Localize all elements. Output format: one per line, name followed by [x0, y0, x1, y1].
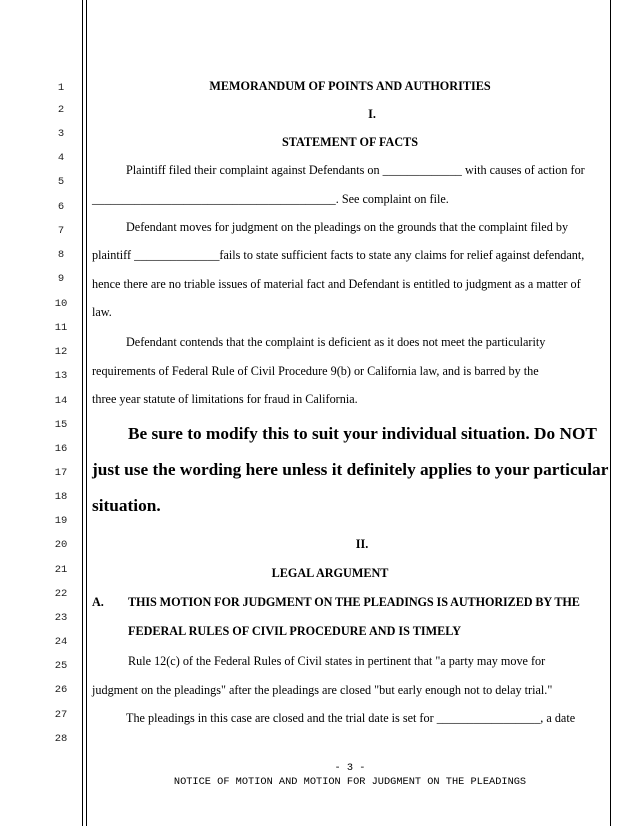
line-number: 22: [54, 588, 68, 600]
line-number: 26: [54, 684, 68, 696]
plaintiff-name-blank: ______________: [134, 248, 220, 262]
paragraph-3-line-2: requirements of Federal Rule of Civil Procedure 9(b) or California law, and is barred by the: [92, 364, 539, 378]
paragraph-2-line-2: [92, 248, 584, 262]
line-number: 15: [54, 419, 68, 431]
line-number: 10: [54, 298, 68, 310]
paragraph-4-line-2: judgment on the pleadings" after the pleadings are closed "but early enough not to delay trial.": [92, 683, 553, 697]
trial-date-blank: _________________: [436, 711, 541, 725]
right-margin-rule: [610, 0, 611, 826]
paragraph-3-line-3: three year statute of limitations for fraud in California.: [92, 392, 358, 406]
line-number: 16: [54, 443, 68, 455]
subsection-a-line-2: FEDERAL RULES OF CIVIL PROCEDURE AND IS TIMELY: [128, 624, 462, 638]
line-number: 24: [54, 636, 68, 648]
section-two-numeral: II.: [355, 537, 369, 551]
paragraph-3-line-1: Defendant contends that the complaint is deficient as it does not meet the particularity: [126, 335, 546, 349]
line-number: 13: [54, 370, 68, 382]
line-number: 9: [57, 273, 65, 285]
section-two-title: LEGAL ARGUMENT: [271, 566, 389, 580]
section-one-numeral: I.: [368, 107, 376, 121]
line-number: 21: [54, 564, 68, 576]
notice-line-2: just use the wording here unless it definitely applies to your particular: [92, 460, 609, 479]
left-margin-rule-1: [82, 0, 83, 826]
line-number: 19: [54, 515, 68, 527]
subsection-a-line-1: THIS MOTION FOR JUDGMENT ON THE PLEADINGS IS AUTHORIZED BY THE: [128, 595, 580, 609]
line-number: 23: [54, 612, 68, 624]
line-number: 6: [57, 201, 65, 213]
subsection-a-label: A.: [92, 595, 104, 609]
memorandum-heading: MEMORANDUM OF POINTS AND AUTHORITIES: [209, 79, 491, 93]
line-number: 18: [54, 491, 68, 503]
line-number: 25: [54, 660, 68, 672]
paragraph-2-line-3: hence there are no triable issues of material fact and Defendant is entitled to judgment as a matter of: [92, 277, 581, 291]
footer-page-number: - 3 -: [334, 762, 366, 774]
line-number: 11: [54, 322, 68, 334]
causes-of-action-blank: ________________________________________: [92, 192, 336, 206]
paragraph-2-line-4: law.: [92, 305, 112, 319]
notice-line-3: situation.: [92, 496, 161, 515]
paragraph-1-line-2: [92, 192, 449, 206]
paragraph-2-line-1: Defendant moves for judgment on the pleadings on the grounds that the complaint filed by: [126, 220, 569, 234]
p1-text-b: with causes of action for: [464, 163, 585, 177]
left-margin-rule-2: [86, 0, 87, 826]
line-number: 2: [57, 104, 65, 116]
notice-line-1: Be sure to modify this to suit your individual situation. Do NOT: [128, 424, 597, 443]
p5-text-a: The pleadings in this case are closed and the trial date is set for: [126, 711, 434, 725]
p2-text-b: fails to state sufficient facts to state any claims for relief against defendant,: [219, 248, 585, 262]
paragraph-5-line-1: [126, 711, 575, 725]
line-number: 28: [54, 733, 68, 745]
filing-date-blank: _____________: [382, 163, 462, 177]
line-number: 12: [54, 346, 68, 358]
line-number: 1: [57, 82, 65, 94]
line-number: 3: [57, 128, 65, 140]
line-number: 7: [57, 225, 65, 237]
line-number: 5: [57, 176, 65, 188]
p1-text-c: . See complaint on file.: [335, 192, 449, 206]
line-number: 4: [57, 152, 65, 164]
p2-text-a: plaintiff: [92, 248, 132, 262]
line-number: 27: [54, 709, 68, 721]
paragraph-4-line-1: Rule 12(c) of the Federal Rules of Civil states in pertinent that "a party may move for: [128, 654, 546, 668]
line-number: 17: [54, 467, 68, 479]
section-one-title: STATEMENT OF FACTS: [281, 135, 419, 149]
paragraph-1-line-1: [126, 163, 585, 177]
line-number: 14: [54, 395, 68, 407]
line-number: 8: [57, 249, 65, 261]
footer-title: NOTICE OF MOTION AND MOTION FOR JUDGMENT ON THE PLEADINGS: [173, 776, 527, 788]
p1-text-a: Plaintiff filed their complaint against Defendants on: [126, 163, 380, 177]
p5-text-b: , a date: [540, 711, 576, 725]
line-number: 20: [54, 539, 68, 551]
